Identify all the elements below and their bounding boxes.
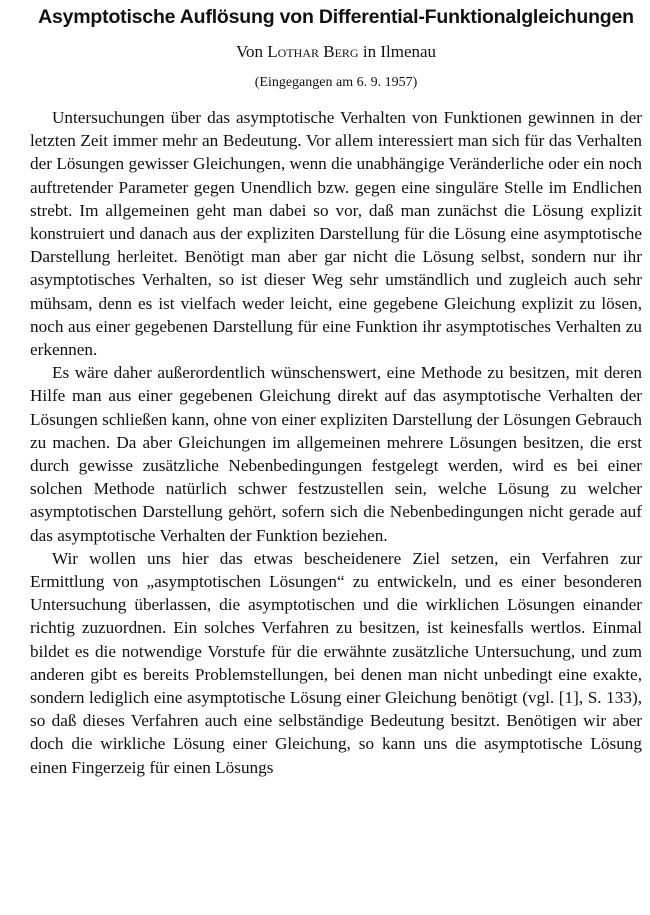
author-name: Lothar Berg bbox=[267, 42, 359, 61]
article-body bbox=[30, 106, 642, 779]
received-date: (Eingegangen am 6. 9. 1957) bbox=[254, 75, 418, 90]
paragraph-3: Wir wollen uns hier das etwas bescheidenere Ziel setzen, ein Verfahren zur Ermittlung von „asymptotischen Lösungen“ zu entwickeln, und es einer besonderen Untersuchung überlassen, die asymptotischen und die wirklichen Lösungen einander richtig zuzuordnen. Ein solches Verfahren zu besitzen, ist keinesfalls wertlos. Einmal bildet es die notwendige Vorstufe für die erwähnte zusätzliche Untersuchung, und zum anderen gibt es bereits Problemstellungen, bei denen man nicht unbedingt eine exakte, sondern lediglich eine asymptotische Lösung einer Gleichung benötigt (vgl. [1], S. 133), so daß dieses Verfahren auch eine selbständige Bedeutung besitzt. Benötigen wir aber doch die wirkliche Lösung einer Gleichung, so kann uns die asymptotische Lösung einen Fingerzeig für einen Lösungs bbox=[30, 548, 642, 777]
paper-title: Asymptotische Auflösung von Differential-Funktionalgleichungen bbox=[38, 6, 634, 28]
paragraph-1: Untersuchungen über das asymptotische Verhalten von Funktionen gewinnen in der letzten Zeit immer mehr an Bedeutung. Vor allem interessiert man sich für das Verhalten der Lösungen gewisser Gleichungen, wenn die unabhängige Veränderliche oder ein noch auftretender Parameter gegen Unendlich bzw. gegen eine singuläre Stelle im Endlichen strebt. Im allgemeinen geht man dabei so vor, daß man zunächst die Lösung explizit konstruiert und danach aus der expliziten Darstellung für die Lösung eine asymptotische Darstellung herleitet. Benötigt man aber gar nicht die Lösung selbst, sondern nur ihr asymptotisches Verhalten, so ist dieser Weg sehr umständlich und zugleich auch sehr mühsam, denn es ist vielfach weder leicht, eine gegebene Gleichung explizit zu lösen, noch aus einer gegebenen Darstellung für eine Funktion ihr asymptotisches Verhalten zu erkennen. bbox=[30, 108, 642, 360]
byline-prefix: Von bbox=[235, 42, 264, 61]
journal-page bbox=[30, 0, 642, 779]
paragraph-2: Es wäre daher außerordentlich wünschenswert, eine Methode zu besitzen, mit deren Hilfe man aus einer gegebenen Gleichung direkt auf das asymptotische Verhalten der Lösungen schließen kann, ohne von einer expliziten Darstellung der Lösungen Gebrauch zu machen. Da aber Gleichungen im allgemeinen mehrere Lösungen besitzen, die erst durch gewisse zusätzliche Nebenbedingungen festgelegt werden, wird es bei einer solchen Methode natürlich schwer festzustellen sein, welche Lösung zu welcher asymptotischen Darstellung gehört, sofern sich die Nebenbedingungen nicht gerade auf das asymptotische Verhalten der Funktion beziehen. bbox=[30, 363, 642, 545]
byline-suffix: in Ilmenau bbox=[362, 42, 437, 61]
byline bbox=[30, 41, 642, 63]
